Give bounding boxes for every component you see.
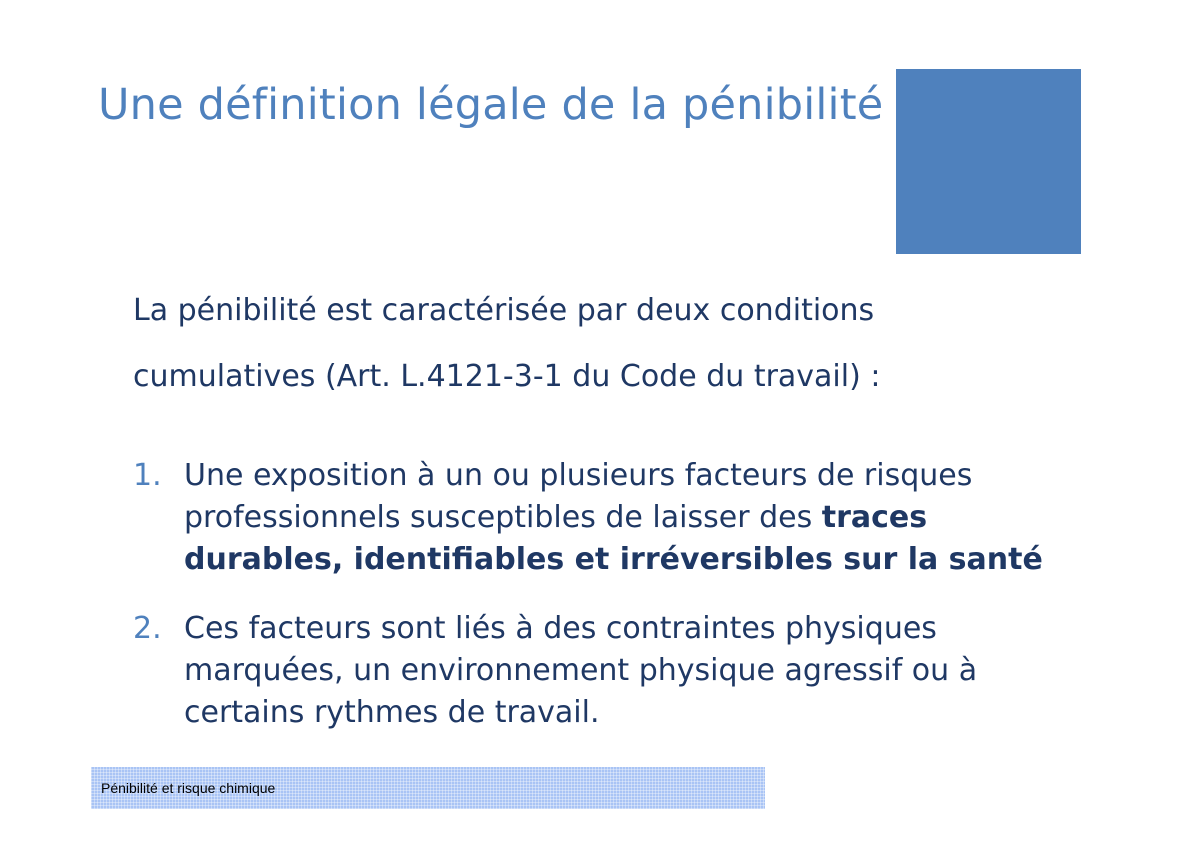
- intro-line-1: La pénibilité est caractérisée par deux conditions: [133, 293, 875, 328]
- list-item: [133, 455, 1093, 581]
- list-item-number: 1.: [133, 458, 162, 493]
- conditions-list: [133, 455, 1093, 761]
- list-item: [133, 608, 1093, 734]
- list-item-text: Ces facteurs sont liés à des contraintes physiques marquées, un environnement physique agressif ou à certains rythmes de travail.: [184, 611, 978, 730]
- slide-title: Une définition légale de la pénibilité: [98, 80, 884, 130]
- list-item-text: Une exposition à un ou plusieurs facteurs de risques professionnels susceptibles de laisser des: [184, 458, 973, 535]
- footer-band: [91, 767, 765, 809]
- accent-square: [896, 69, 1081, 254]
- footer-text: Pénibilité et risque chimique: [101, 780, 276, 796]
- list-item-bold-text: traces durables, identifiables et irréversibles sur la santé: [184, 500, 1043, 577]
- intro-line-2: cumulatives (Art. L.4121-3-1 du Code du travail) :: [133, 359, 881, 394]
- intro-paragraph: [133, 278, 1033, 410]
- list-item-number: 2.: [133, 611, 162, 646]
